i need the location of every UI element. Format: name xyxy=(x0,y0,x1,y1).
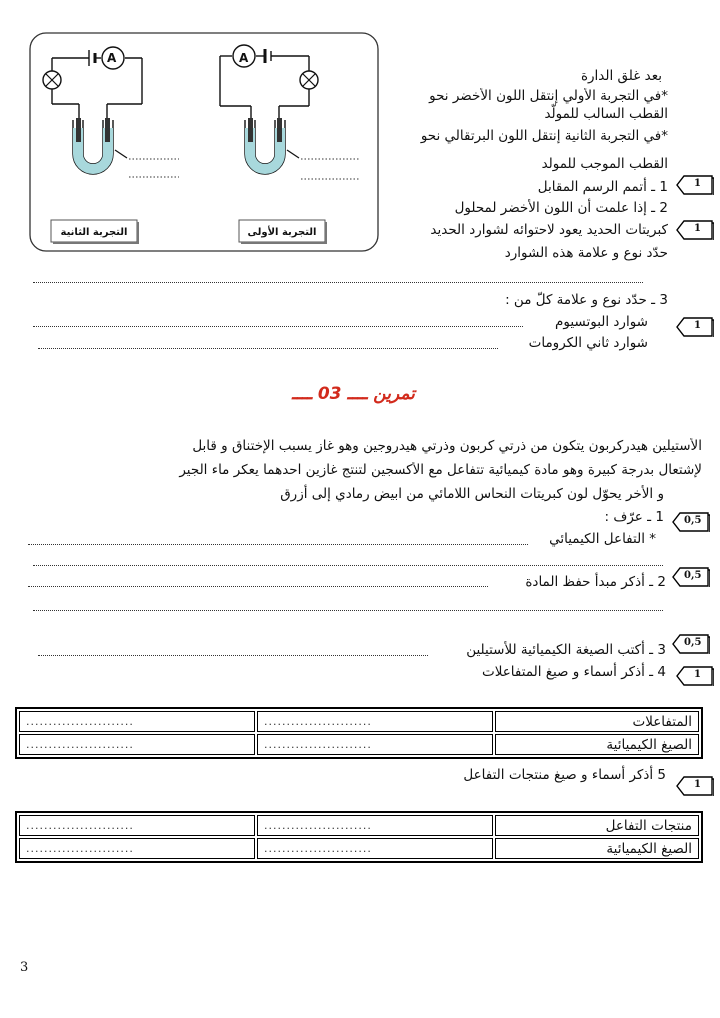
answer-line-q2b[interactable] xyxy=(33,610,663,611)
ammeter-label-right: A xyxy=(239,51,249,65)
reactants-table xyxy=(15,707,703,759)
reactant-formula-cell-2[interactable]: ........................ xyxy=(257,734,493,755)
score-tab xyxy=(676,776,714,796)
page-number: 3 xyxy=(20,960,29,975)
exercise-q1a: * التفاعل الكيميائي xyxy=(549,531,656,547)
intro-line-4: *في التجربة الثانية إنتقل اللون البرتقالي نحو xyxy=(420,128,668,144)
answer-line-2[interactable] xyxy=(33,282,643,283)
exercise-q2: 2 ـ أذكر مبدأ حفظ المادة xyxy=(525,574,666,590)
question-1: 1 ـ أتمم الرسم المقابل xyxy=(537,179,668,195)
score-value: 1 xyxy=(694,223,701,234)
question-3b: شوارد ثاني الكرومات xyxy=(528,335,648,351)
exercise-q3: 3 ـ أكتب الصيغة الكيميائية للأستيلين xyxy=(466,642,666,658)
question-3a: شوارد البوتسيوم xyxy=(555,314,648,330)
product-cell-1[interactable]: ........................ xyxy=(19,815,255,836)
table-row xyxy=(19,815,699,836)
exercise-para-2: لإشتعال بدرجة كبيرة وهو مادة كيميائية تتفاعل مع الأكسجين لتنتج غازين احدهما يعكر ماء الجير xyxy=(179,462,702,478)
answer-line-q1b[interactable] xyxy=(33,565,663,566)
exercise-q1: 1 ـ عرّف : xyxy=(604,509,664,525)
table-row xyxy=(19,734,699,755)
score-value: 0,5 xyxy=(684,515,702,526)
experiment-figure xyxy=(29,32,379,252)
experiment-2-label: التجربة الثانية xyxy=(60,227,128,238)
answer-line-3a[interactable] xyxy=(33,326,523,327)
score-tab xyxy=(676,175,714,195)
question-2c: حدّد نوع و علامة هذه الشوارد xyxy=(504,245,668,261)
circuit-diagram xyxy=(29,32,379,252)
question-2b: كبريتات الحديد يعود لاحتوائه لشوارد الحديد xyxy=(430,222,668,238)
score-tab xyxy=(672,567,710,587)
score-value: 0,5 xyxy=(684,637,702,648)
score-value: 0,5 xyxy=(684,570,702,581)
experiment-1-label: التجربة الأولى xyxy=(247,227,317,238)
score-value: 1 xyxy=(694,178,701,189)
intro-line-3: القطب السالب للمولّد xyxy=(544,106,668,122)
products-label: منتجات التفاعل xyxy=(495,815,699,836)
question-2a: 2 ـ إذا علمت أن اللون الأخضر لمحلول xyxy=(454,200,668,216)
product-formula-cell-1[interactable]: ........................ xyxy=(19,838,255,859)
score-value: 1 xyxy=(694,779,701,790)
intro-line-1: بعد غلق الدارة xyxy=(580,68,662,84)
reactant-cell-2[interactable]: ........................ xyxy=(257,711,493,732)
answer-line-3b[interactable] xyxy=(38,348,498,349)
score-value: 1 xyxy=(694,320,701,331)
exercise-para-1: الأستيلين هيدركربون يتكون من ذرتي كربون وذرتي هيدروجين وهو غاز يسبب الإختناق و قابل xyxy=(192,438,702,454)
table-row xyxy=(19,838,699,859)
reactant-formula-cell-1[interactable]: ........................ xyxy=(19,734,255,755)
intro-line-5: القطب الموجب للمولد xyxy=(541,156,668,172)
answer-line-q2a[interactable] xyxy=(28,586,488,587)
score-tab xyxy=(676,317,714,337)
score-tab xyxy=(676,666,714,686)
answer-line-q1a[interactable] xyxy=(28,544,528,545)
table-row xyxy=(19,711,699,732)
formulas-label: الصيغ الكيميائية xyxy=(495,734,699,755)
products-table xyxy=(15,811,703,863)
exercise-q4: 4 ـ أذكر أسماء و صيغ المتفاعلات xyxy=(481,664,666,680)
reactants-label: المتفاعلات xyxy=(495,711,699,732)
product-cell-2[interactable]: ........................ xyxy=(257,815,493,836)
score-value: 1 xyxy=(694,669,701,680)
answer-line-q3[interactable] xyxy=(38,655,428,656)
product-formulas-label: الصيغ الكيميائية xyxy=(495,838,699,859)
score-tab xyxy=(676,220,714,240)
exercise-para-3: و الأخر يحوّل لون كبريتات النحاس اللامائي من ابيض رمادي إلى أزرق xyxy=(280,486,664,502)
intro-line-2: *في التجربة الأولي إنتقل اللون الأخضر نحو xyxy=(429,88,668,104)
exercise-title: تمرين ــــ 03 ــــ xyxy=(292,384,415,404)
product-formula-cell-2[interactable]: ........................ xyxy=(257,838,493,859)
ammeter-label-left: A xyxy=(107,51,117,65)
question-3: 3 ـ حدّد نوع و علامة كلّ من : xyxy=(505,292,668,308)
score-tab xyxy=(672,512,710,532)
reactant-cell-1[interactable]: ........................ xyxy=(19,711,255,732)
score-tab xyxy=(672,634,710,654)
exercise-q5: 5 أذكر أسماء و صيغ منتجات التفاعل xyxy=(463,767,666,783)
